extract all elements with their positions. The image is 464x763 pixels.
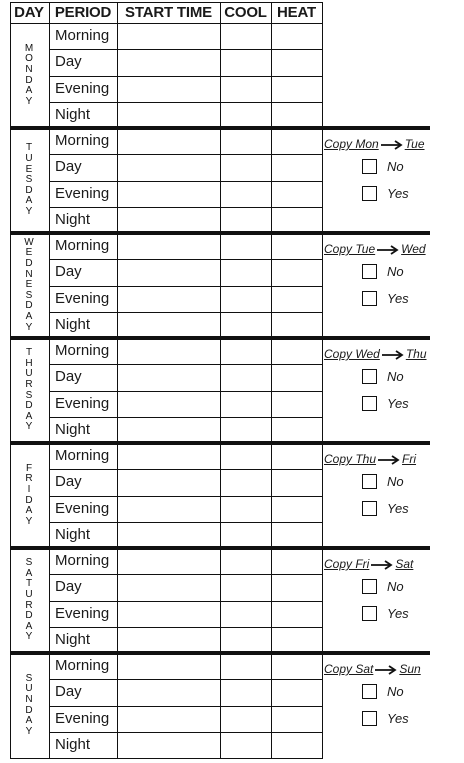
start-time-cell[interactable] — [118, 418, 220, 443]
day-letter: E — [25, 163, 33, 175]
copy-from-label: Copy Fri — [324, 557, 370, 571]
day-letter: T — [25, 142, 33, 154]
checkbox-yes[interactable] — [362, 501, 377, 516]
day-letter: Y — [25, 95, 33, 107]
header-cool: COOL — [224, 4, 267, 21]
heat-cell[interactable] — [272, 24, 322, 49]
day-label-wednesday — [10, 233, 48, 338]
heat-cell[interactable] — [272, 365, 322, 390]
checkbox-yes[interactable] — [362, 711, 377, 726]
copy-yes-option[interactable] — [362, 711, 432, 727]
arrow-right-icon — [376, 245, 400, 255]
header-column-line — [10, 2, 11, 23]
arrow-right-icon — [381, 350, 405, 360]
copy-to-label: Sat — [395, 557, 414, 571]
header-column-line — [117, 2, 118, 23]
day-letter: Y — [25, 631, 33, 643]
cool-cell[interactable] — [221, 287, 271, 312]
start-time-cell[interactable] — [118, 129, 220, 154]
cool-cell[interactable] — [221, 129, 271, 154]
option-label-no: No — [387, 369, 404, 384]
cool-cell[interactable] — [221, 418, 271, 443]
start-time-cell[interactable] — [118, 287, 220, 312]
heat-cell[interactable] — [272, 444, 322, 469]
copy-options — [324, 662, 448, 742]
period-day: Day — [55, 158, 82, 175]
header-column-line — [271, 2, 272, 23]
day-letter: I — [27, 483, 31, 495]
option-label-no: No — [387, 159, 404, 174]
day-letter: U — [25, 683, 33, 695]
start-time-cell[interactable] — [118, 602, 220, 627]
period-morning: Morning — [55, 132, 110, 149]
start-time-cell[interactable] — [118, 707, 220, 732]
cool-cell[interactable] — [221, 24, 271, 49]
period-night: Night — [55, 631, 91, 648]
period-evening: Evening — [55, 395, 110, 412]
option-label-no: No — [387, 264, 404, 279]
cool-cell[interactable] — [221, 208, 271, 233]
cool-cell[interactable] — [221, 497, 271, 522]
heat-cell[interactable] — [272, 470, 322, 495]
day-letter: A — [25, 505, 33, 517]
start-time-cell[interactable] — [118, 103, 220, 128]
copy-label — [324, 347, 427, 361]
heat-cell[interactable] — [272, 313, 322, 338]
cool-cell[interactable] — [221, 628, 271, 653]
day-label-tuesday — [10, 128, 48, 233]
copy-no-option[interactable] — [362, 369, 432, 385]
copy-label — [324, 662, 421, 676]
day-letter: F — [25, 462, 33, 474]
start-time-cell[interactable] — [118, 339, 220, 364]
period-morning: Morning — [55, 27, 110, 44]
day-letter: H — [25, 357, 33, 369]
copy-label — [324, 452, 416, 466]
start-time-cell[interactable] — [118, 77, 220, 102]
cool-cell[interactable] — [221, 339, 271, 364]
period-night: Night — [55, 736, 91, 753]
table-bottom-line — [10, 758, 323, 759]
header-heat: HEAT — [277, 4, 316, 21]
start-time-cell[interactable] — [118, 182, 220, 207]
period-day: Day — [55, 263, 82, 280]
day-letter: T — [25, 347, 33, 359]
copy-from-label: Copy Mon — [324, 137, 379, 151]
heat-cell[interactable] — [272, 497, 322, 522]
heat-cell[interactable] — [272, 628, 322, 653]
period-evening: Evening — [55, 500, 110, 517]
header-day: DAY — [14, 4, 44, 21]
option-label-yes: Yes — [387, 396, 409, 411]
start-time-cell[interactable] — [118, 365, 220, 390]
copy-to-label: Sun — [399, 662, 421, 676]
day-letter: A — [25, 620, 33, 632]
start-time-cell[interactable] — [118, 313, 220, 338]
start-time-cell[interactable] — [118, 680, 220, 705]
heat-cell[interactable] — [272, 418, 322, 443]
copy-yes-option[interactable] — [362, 501, 432, 517]
day-letter: D — [25, 400, 33, 412]
day-letter: A — [25, 310, 33, 322]
day-letter: S — [25, 389, 33, 401]
copy-no-option[interactable] — [362, 684, 432, 700]
cool-cell[interactable] — [221, 234, 271, 259]
start-time-cell[interactable] — [118, 234, 220, 259]
day-letter: U — [25, 368, 33, 380]
start-time-cell[interactable] — [118, 470, 220, 495]
arrow-right-icon — [380, 140, 404, 150]
start-time-cell[interactable] — [118, 155, 220, 180]
checkbox-yes[interactable] — [362, 396, 377, 411]
day-letter: U — [25, 153, 33, 165]
option-label-yes: Yes — [387, 711, 409, 726]
cool-cell[interactable] — [221, 50, 271, 75]
copy-options — [324, 137, 448, 217]
start-time-cell[interactable] — [118, 549, 220, 574]
header-column-line — [322, 2, 323, 23]
day-letter: D — [25, 184, 33, 196]
day-letter: D — [25, 74, 33, 86]
day-letter: N — [25, 693, 33, 705]
checkbox-yes[interactable] — [362, 606, 377, 621]
day-letter: E — [25, 279, 33, 291]
start-time-cell[interactable] — [118, 523, 220, 548]
day-letter: N — [25, 268, 33, 280]
cool-cell[interactable] — [221, 365, 271, 390]
header-column-line — [49, 2, 50, 23]
copy-from-label: Copy Tue — [324, 242, 376, 256]
copy-to-label: Wed — [401, 242, 426, 256]
cool-cell[interactable] — [221, 575, 271, 600]
day-letter: R — [25, 378, 33, 390]
period-night: Night — [55, 316, 91, 333]
day-letter: A — [25, 410, 33, 422]
period-morning: Morning — [55, 657, 110, 674]
period-evening: Evening — [55, 185, 110, 202]
cool-cell[interactable] — [221, 602, 271, 627]
day-letter: N — [25, 63, 33, 75]
cool-cell[interactable] — [221, 523, 271, 548]
cool-cell[interactable] — [221, 155, 271, 180]
day-letter: D — [25, 704, 33, 716]
checkbox-no[interactable] — [362, 579, 377, 594]
copy-yes-option[interactable] — [362, 291, 432, 307]
copy-label — [324, 242, 426, 256]
heat-cell[interactable] — [272, 103, 322, 128]
heat-cell[interactable] — [272, 260, 322, 285]
day-letter: T — [25, 578, 33, 590]
day-letter: A — [25, 567, 33, 579]
start-time-cell[interactable] — [118, 654, 220, 679]
copy-label — [324, 557, 413, 571]
day-letter: S — [25, 289, 33, 301]
cool-cell[interactable] — [221, 707, 271, 732]
day-letter: S — [25, 557, 33, 569]
copy-yes-option[interactable] — [362, 186, 432, 202]
checkbox-yes[interactable] — [362, 186, 377, 201]
checkbox-no[interactable] — [362, 159, 377, 174]
header-period: PERIOD — [54, 4, 112, 21]
day-letter: A — [25, 195, 33, 207]
cool-cell[interactable] — [221, 392, 271, 417]
heat-cell[interactable] — [272, 549, 322, 574]
day-letter: S — [25, 174, 33, 186]
cool-cell[interactable] — [221, 654, 271, 679]
heat-cell[interactable] — [272, 208, 322, 233]
option-label-no: No — [387, 579, 404, 594]
start-time-cell[interactable] — [118, 260, 220, 285]
copy-to-label: Tue — [404, 137, 425, 151]
option-label-yes: Yes — [387, 291, 409, 306]
header-top-line — [10, 2, 323, 3]
period-evening: Evening — [55, 80, 110, 97]
cool-cell[interactable] — [221, 182, 271, 207]
option-label-yes: Yes — [387, 501, 409, 516]
arrow-right-icon — [374, 665, 398, 675]
day-letter: D — [25, 494, 33, 506]
heat-cell[interactable] — [272, 707, 322, 732]
day-letter: D — [25, 610, 33, 622]
period-night: Night — [55, 526, 91, 543]
copy-yes-option[interactable] — [362, 396, 432, 412]
checkbox-no[interactable] — [362, 684, 377, 699]
start-time-cell[interactable] — [118, 444, 220, 469]
start-time-cell[interactable] — [118, 392, 220, 417]
heat-cell[interactable] — [272, 234, 322, 259]
day-label-monday — [10, 23, 48, 128]
heat-cell[interactable] — [272, 575, 322, 600]
copy-from-label: Copy Wed — [324, 347, 380, 361]
copy-options — [324, 557, 448, 637]
heat-cell[interactable] — [272, 392, 322, 417]
cool-cell[interactable] — [221, 680, 271, 705]
day-letter: Y — [25, 205, 33, 217]
heat-cell[interactable] — [272, 287, 322, 312]
copy-no-option[interactable] — [362, 159, 432, 175]
day-letter: R — [25, 473, 33, 485]
period-night: Night — [55, 211, 91, 228]
day-letter: E — [25, 247, 33, 259]
copy-options — [324, 452, 448, 532]
heat-cell[interactable] — [272, 523, 322, 548]
period-morning: Morning — [55, 237, 110, 254]
period-day: Day — [55, 53, 82, 70]
heat-cell[interactable] — [272, 654, 322, 679]
day-label-thursday — [10, 338, 48, 443]
cool-cell[interactable] — [221, 733, 271, 758]
copy-yes-option[interactable] — [362, 606, 432, 622]
header-start-time: START TIME — [125, 4, 212, 21]
heat-cell[interactable] — [272, 155, 322, 180]
option-label-yes: Yes — [387, 186, 409, 201]
start-time-cell[interactable] — [118, 50, 220, 75]
cool-cell[interactable] — [221, 444, 271, 469]
copy-to-label: Fri — [402, 452, 417, 466]
cool-cell[interactable] — [221, 103, 271, 128]
period-morning: Morning — [55, 342, 110, 359]
heat-cell[interactable] — [272, 680, 322, 705]
day-letter: Y — [25, 421, 33, 433]
cool-cell[interactable] — [221, 549, 271, 574]
start-time-cell[interactable] — [118, 24, 220, 49]
day-letter: D — [25, 300, 33, 312]
cool-cell[interactable] — [221, 470, 271, 495]
cool-cell[interactable] — [221, 77, 271, 102]
copy-options — [324, 347, 448, 427]
day-label-sunday — [10, 653, 48, 758]
option-label-yes: Yes — [387, 606, 409, 621]
day-letter: U — [25, 588, 33, 600]
day-letter: Y — [25, 725, 33, 737]
period-day: Day — [55, 473, 82, 490]
day-letter: W — [24, 236, 34, 248]
heat-cell[interactable] — [272, 339, 322, 364]
period-day: Day — [55, 578, 82, 595]
day-letter: A — [25, 85, 33, 97]
start-time-cell[interactable] — [118, 497, 220, 522]
checkbox-no[interactable] — [362, 369, 377, 384]
arrow-right-icon — [377, 455, 401, 465]
day-letter: M — [24, 42, 34, 54]
start-time-cell[interactable] — [118, 628, 220, 653]
day-letter: Y — [25, 321, 33, 333]
period-morning: Morning — [55, 447, 110, 464]
day-letter: Y — [25, 515, 33, 527]
copy-from-label: Copy Sat — [324, 662, 374, 676]
option-label-no: No — [387, 474, 404, 489]
copy-no-option[interactable] — [362, 579, 432, 595]
copy-label — [324, 137, 425, 151]
copy-to-label: Thu — [405, 347, 427, 361]
day-label-friday — [10, 443, 48, 548]
period-evening: Evening — [55, 290, 110, 307]
period-evening: Evening — [55, 710, 110, 727]
period-morning: Morning — [55, 552, 110, 569]
period-day: Day — [55, 368, 82, 385]
day-letter: S — [25, 672, 33, 684]
option-label-no: No — [387, 684, 404, 699]
day-letter: R — [25, 599, 33, 611]
period-evening: Evening — [55, 605, 110, 622]
heat-cell[interactable] — [272, 733, 322, 758]
day-letter: O — [25, 53, 33, 65]
day-label-saturday — [10, 548, 48, 653]
copy-from-label: Copy Thu — [324, 452, 377, 466]
checkbox-no[interactable] — [362, 264, 377, 279]
day-letter: D — [25, 258, 33, 270]
cool-cell[interactable] — [221, 260, 271, 285]
heat-cell[interactable] — [272, 77, 322, 102]
arrow-right-icon — [370, 560, 394, 570]
header-column-line — [220, 2, 221, 23]
copy-no-option[interactable] — [362, 474, 432, 490]
copy-options — [324, 242, 448, 322]
start-time-cell[interactable] — [118, 208, 220, 233]
checkbox-yes[interactable] — [362, 291, 377, 306]
heat-cell[interactable] — [272, 182, 322, 207]
start-time-cell[interactable] — [118, 733, 220, 758]
checkbox-no[interactable] — [362, 474, 377, 489]
day-letter: A — [25, 715, 33, 727]
start-time-cell[interactable] — [118, 575, 220, 600]
period-day: Day — [55, 683, 82, 700]
heat-cell[interactable] — [272, 129, 322, 154]
period-night: Night — [55, 421, 91, 438]
copy-no-option[interactable] — [362, 264, 432, 280]
heat-cell[interactable] — [272, 50, 322, 75]
heat-cell[interactable] — [272, 602, 322, 627]
cool-cell[interactable] — [221, 313, 271, 338]
period-night: Night — [55, 106, 91, 123]
